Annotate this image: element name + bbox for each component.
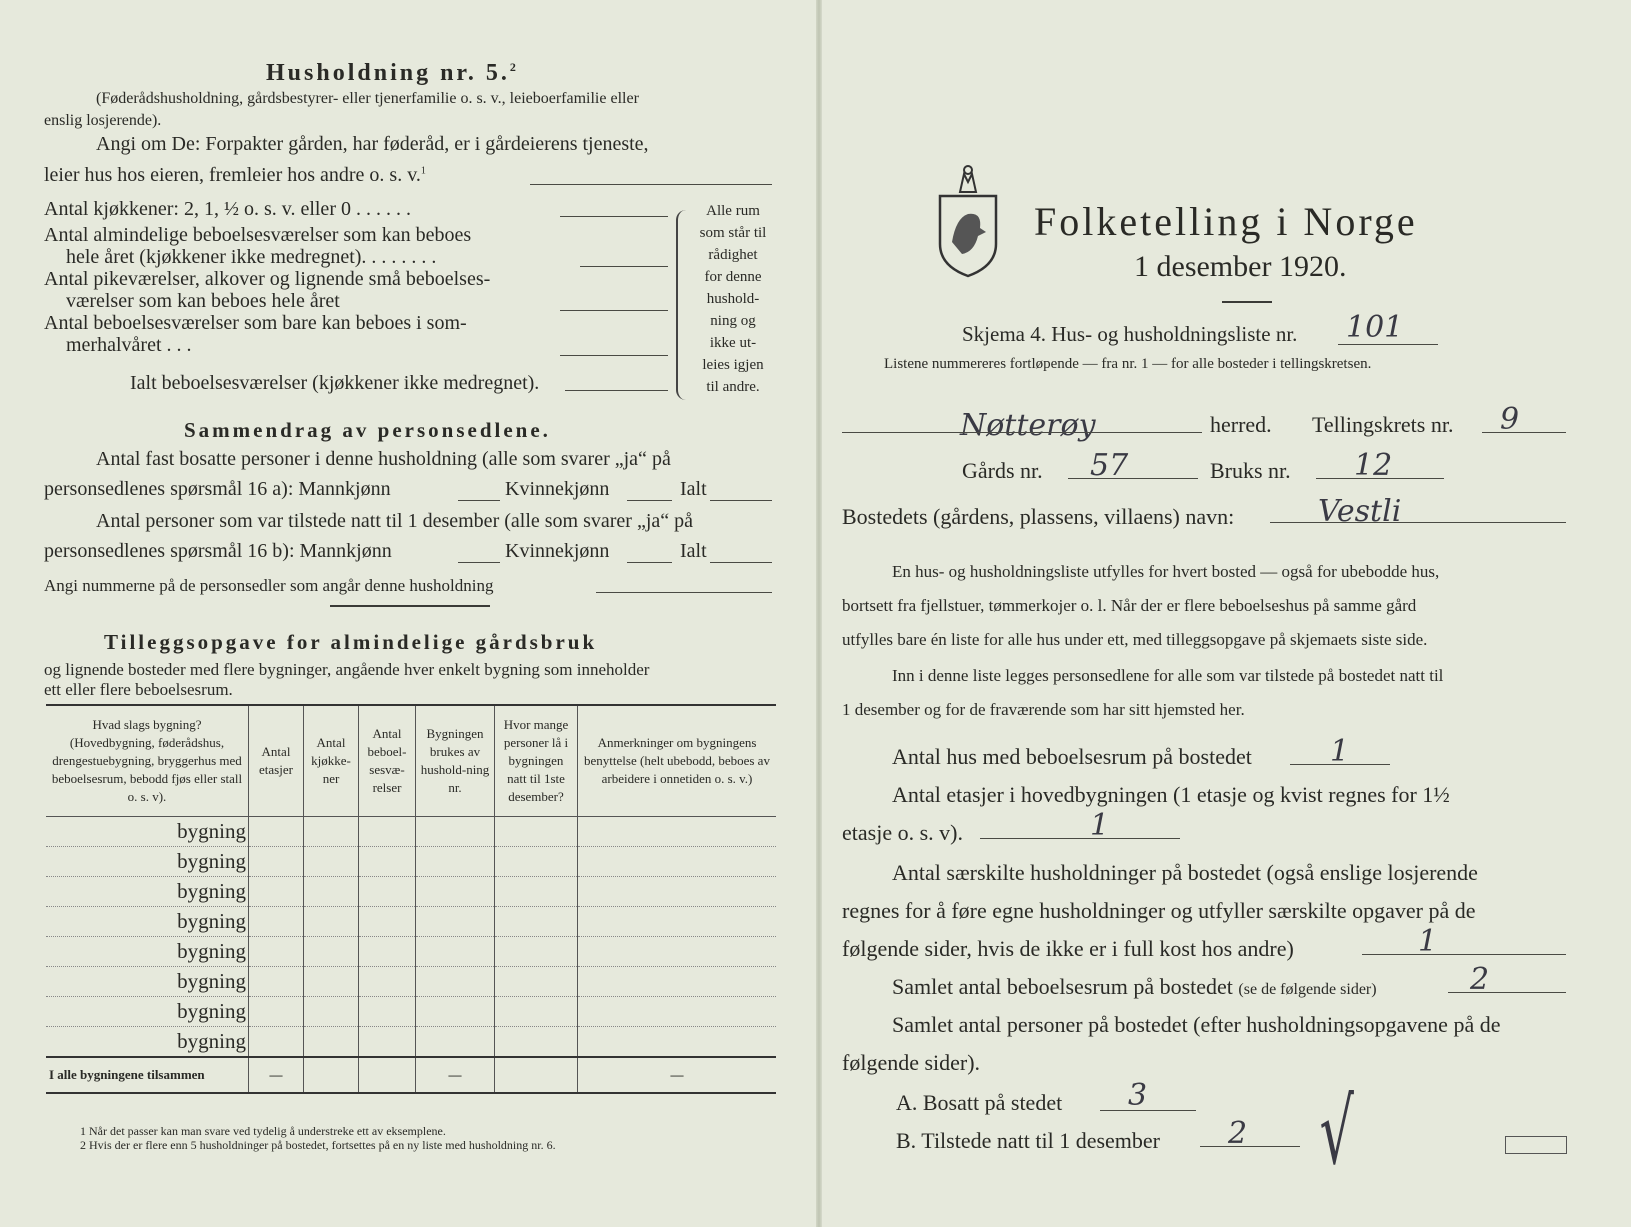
footnote-2: 2 Hvis der er flere enn 5 husholdninger på bostedet, fortsettes på en ny liste med husholdning nr. 6.: [80, 1138, 556, 1152]
total-a-line: [710, 500, 772, 501]
herred-value: Nøtterøy: [960, 408, 1096, 443]
households-line: [1362, 954, 1566, 955]
total-label: I alle bygningene tilsammen: [46, 1057, 249, 1093]
schema-label: Skjema 4. Hus- og husholdningsliste nr.: [962, 322, 1298, 346]
form-title: Folketelling i Norge: [1034, 199, 1418, 244]
instructions-line5: 1 desember og for de fraværende som har sitt hjemsted her.: [842, 700, 1245, 719]
krets-value: 9: [1500, 402, 1520, 437]
female-a-line: [627, 500, 672, 501]
bruks-label: Bruks nr.: [1210, 458, 1291, 483]
summary-line4: personsedlenes spørsmål 16 b): Mannkjønn: [44, 540, 392, 562]
summary-female-b: Kvinnekjønn: [505, 540, 610, 562]
bruks-value: 12: [1354, 448, 1393, 483]
household-note-line2: enslig losjerende).: [44, 112, 162, 129]
summary-heading: Sammendrag av personsedlene.: [184, 418, 551, 442]
summary-line2: personsedlenes spørsmål 16 a): Mannkjønn: [44, 478, 391, 500]
instructions-line2: bortsett fra fjellstuer, tømmerkojer o. l. Når der er flere beboelseshus på samme gård: [842, 596, 1417, 615]
ask-line2: leier hus hos eieren, fremleier hos andre o. s. v.$^1$: [44, 164, 426, 186]
table-row: bygning: [46, 847, 776, 877]
numbering-note: Listene nummereres fortløpende — fra nr. 1 — for alle bosteder i tellingskretsen.: [884, 356, 1372, 372]
households-question-line2: regnes for å føre egne husholdninger og utfyller særskilte opgaver på de: [842, 898, 1476, 923]
present-value: 2: [1228, 1116, 1248, 1151]
households-question-line1: Antal særskilte husholdninger på bostedet (også enslige losjerende: [892, 860, 1478, 885]
rooms-summer-cont: merhalvåret . . .: [66, 334, 192, 356]
ordinary-answer-line: [580, 266, 668, 267]
buildings-table: [46, 704, 776, 1094]
persons-question-line2: følgende sider).: [842, 1050, 981, 1075]
total-mark: —: [249, 1057, 304, 1093]
bruks-line: [1316, 478, 1444, 479]
col-building-type: Hvad slags bygning? (Hovedbygning, føderådshus, drengestuebygning, bryggerhus med beboelsesrum, bebodd fjøs eller stall o. s. v).: [46, 705, 249, 817]
table-row: bygning: [46, 877, 776, 907]
check-mark: √: [1319, 1080, 1354, 1185]
footnote-1: 1 Når det passer kan man svare ved tydelig å understreke ett av eksemplene.: [80, 1124, 446, 1138]
kitchens-answer-line: [560, 216, 668, 217]
households-value: 1: [1418, 924, 1438, 959]
household-note-line1: (Føderådshusholdning, gårdsbestyrer- eller tjenerfamilie o. s. v., leieboerfamilie eller: [96, 90, 639, 107]
table-row: bygning: [46, 967, 776, 997]
col-household-no: Bygningen brukes av hushold-ning nr.: [416, 705, 495, 817]
houses-value: 1: [1330, 734, 1350, 769]
rooms-small: Antal pikeværelser, alkover og lignende små beboelses-: [44, 268, 491, 290]
summer-answer-line: [560, 355, 668, 356]
herred-line: [842, 432, 1202, 433]
table-header-row: [46, 705, 776, 817]
table-total-row: [46, 1057, 776, 1093]
krets-label: Tellingskrets nr.: [1312, 412, 1454, 437]
numbers-line: [596, 592, 772, 593]
present-line: [1200, 1146, 1300, 1147]
houses-question: Antal hus med beboelsesrum på bostedet: [892, 744, 1252, 769]
floors-value: 1: [1090, 808, 1110, 843]
household-heading: Husholdning nr. 5.$^2$: [266, 60, 519, 86]
col-kitchens: Antal kjøkke-ner: [304, 705, 359, 817]
rooms-total: Ialt beboelsesværelser (kjøkkener ikke medregnet).: [130, 372, 540, 394]
rooms-value: 2: [1470, 962, 1490, 997]
section-divider: [330, 605, 490, 607]
herred-label: herred.: [1210, 412, 1272, 437]
rooms-ordinary-cont: hele året (kjøkkener ikke medregnet). . . . . . . .: [66, 246, 437, 268]
male-b-line: [458, 562, 500, 563]
col-floors: Antal etasjer: [249, 705, 304, 817]
bosted-line: [1270, 522, 1566, 523]
coat-of-arms-icon: [934, 162, 1002, 280]
rooms-summer: Antal beboelsesværelser som bare kan beboes i som-: [44, 312, 467, 334]
houses-line: [1290, 764, 1390, 765]
gards-line: [1068, 478, 1198, 479]
brace: [676, 210, 688, 400]
resident-label: A. Bosatt på stedet: [896, 1090, 1063, 1115]
male-a-line: [458, 500, 500, 501]
total-mark: —: [578, 1057, 777, 1093]
households-question-line3: følgende sider, hvis de ikke er i full kost hos andre): [842, 936, 1294, 961]
floors-question-line2: etasje o. s. v).: [842, 820, 963, 845]
krets-line: [1482, 432, 1566, 433]
brace-note: Alle rum som står til rådighet for denne hushold- ning og ikke ut- leies igjen til andre.: [699, 203, 767, 395]
farm-line1: og lignende bosteder med flere bygninger, angående hver enkelt bygning som inneholder: [44, 660, 650, 679]
rooms-small-cont: værelser som kan beboes hele året: [66, 290, 340, 312]
small-answer-line: [560, 310, 668, 311]
instructions-line1: En hus- og husholdningsliste utfylles for hvert bosted — også for ubebodde hus,: [892, 562, 1440, 581]
table-row: bygning: [46, 1027, 776, 1058]
rooms-question: Samlet antal beboelsesrum på bostedet (se de følgende sider): [892, 974, 1377, 999]
summary-female-a: Kvinnekjønn: [505, 478, 610, 500]
rooms-line: [1448, 992, 1566, 993]
persons-question-line1: Samlet antal personer på bostedet (efter husholdningsopgavene på de: [892, 1012, 1501, 1037]
ask-line1: Angi om De: Forpakter gården, har føderåd, er i gårdeierens tjeneste,: [96, 133, 649, 155]
farm-line2: ett eller flere beboelsesrum.: [44, 680, 233, 699]
table-row: bygning: [46, 997, 776, 1027]
printer-stamp: [1505, 1136, 1567, 1154]
farm-heading: Tilleggsopgave for almindelige gårdsbruk: [104, 630, 598, 654]
total-b-line: [710, 562, 772, 563]
form-date: 1 desember 1920.: [1134, 250, 1347, 283]
floors-question-line1: Antal etasjer i hovedbygningen (1 etasje og kvist regnes for 1½: [892, 782, 1450, 807]
rooms-total-line: [565, 390, 668, 391]
ask-answer-line: [530, 184, 772, 185]
present-label: B. Tilstede natt til 1 desember: [896, 1128, 1160, 1153]
rooms-kitchens: Antal kjøkkener: 2, 1, ½ o. s. v. eller 0 . . . . . .: [44, 198, 411, 220]
col-persons: Hvor mange personer lå i bygningen natt til 1ste desember?: [495, 705, 578, 817]
table-row: bygning: [46, 907, 776, 937]
col-rooms: Antal beboel-sesvæ-relser: [359, 705, 416, 817]
summary-numbers: Angi nummerne på de personsedler som angår denne husholdning: [44, 576, 494, 595]
table-row: bygning: [46, 937, 776, 967]
gards-value: 57: [1090, 448, 1129, 483]
col-remarks: Anmerkninger om bygningens benyttelse (helt ubebodd, beboes av arbeidere i onnetiden o. s. v.): [578, 705, 777, 817]
title-divider: [1222, 301, 1272, 303]
female-b-line: [627, 562, 672, 563]
list-number: 101: [1346, 310, 1404, 345]
bosted-value: Vestli: [1318, 494, 1402, 529]
bosted-label: Bostedets (gårdens, plassens, villaens) navn:: [842, 504, 1235, 529]
floors-line: [980, 838, 1180, 839]
resident-line: [1100, 1110, 1196, 1111]
rooms-ordinary: Antal almindelige beboelsesværelser som kan beboes: [44, 224, 472, 246]
list-number-line: [1338, 344, 1438, 345]
instructions-line3: utfylles bare én liste for alle hus under ett, med tilleggsopgave på skjemaets siste side.: [842, 630, 1428, 649]
instructions-line4: Inn i denne liste legges personsedlene for alle som var tilstede på bostedet natt til: [892, 666, 1444, 685]
total-mark: —: [416, 1057, 495, 1093]
page-fold: [816, 0, 822, 1227]
summary-total-a: Ialt: [680, 478, 707, 500]
table-row: bygning: [46, 817, 776, 847]
summary-line3: Antal personer som var tilstede natt til 1 desember (alle som svarer „ja“ på: [96, 510, 694, 532]
resident-value: 3: [1128, 1078, 1148, 1113]
summary-total-b: Ialt: [680, 540, 707, 562]
gards-label: Gårds nr.: [962, 458, 1043, 483]
summary-line1: Antal fast bosatte personer i denne husholdning (alle som svarer „ja“ på: [96, 448, 671, 470]
